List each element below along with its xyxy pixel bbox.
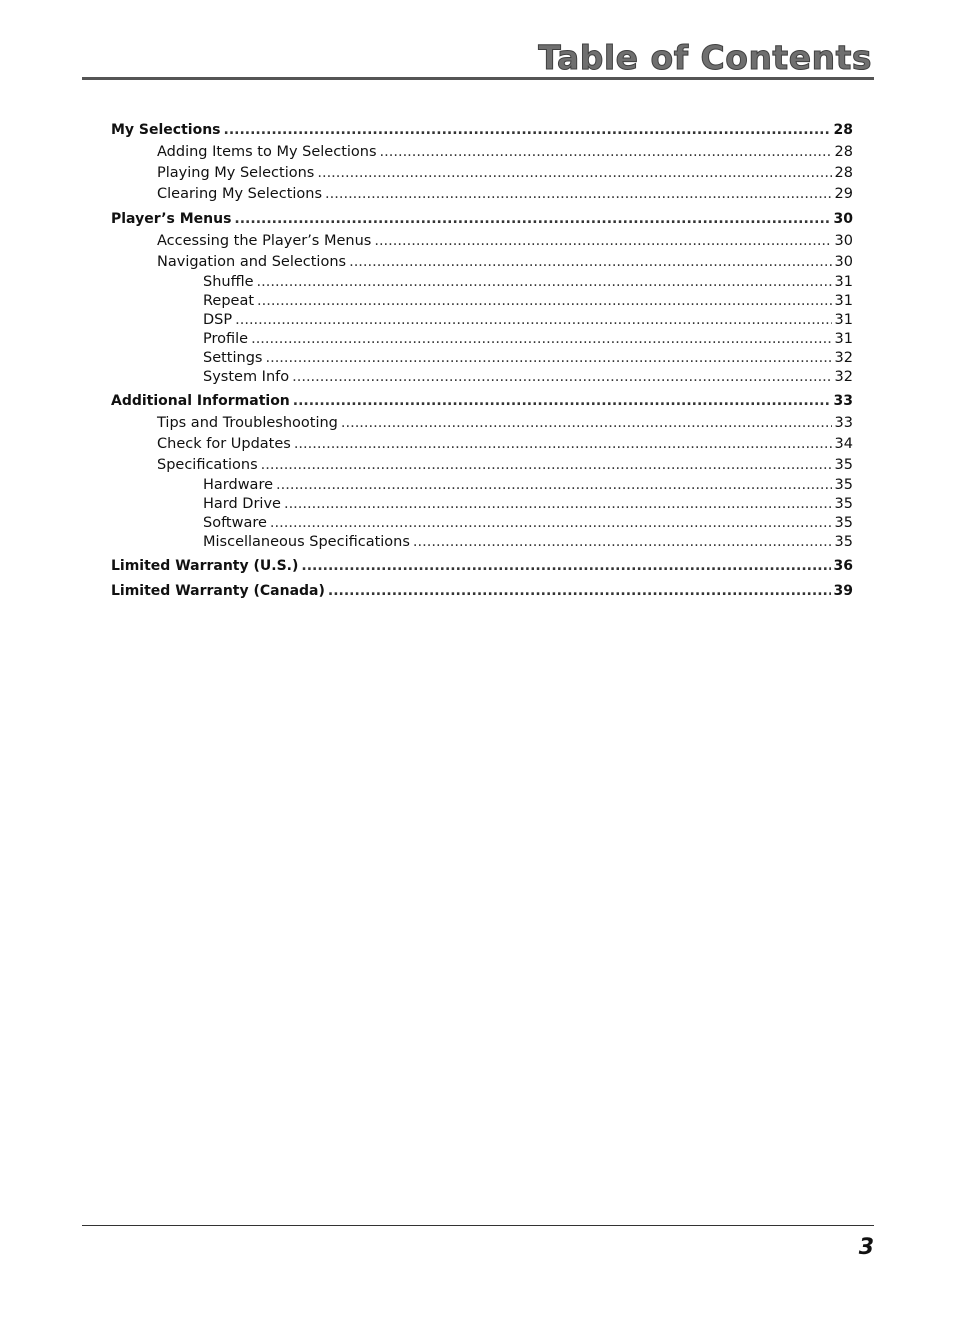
- toc-entry-check-for-updates[interactable]: [111, 434, 853, 455]
- page-title: Table of Contents: [538, 38, 872, 77]
- toc-entry-page: 31: [834, 331, 853, 347]
- toc-entry-label: Accessing the Player’s Menus: [157, 233, 372, 249]
- toc-entry-software[interactable]: [111, 514, 853, 533]
- toc-entry-page: 35: [834, 534, 853, 550]
- toc-entry-page: 30: [834, 233, 853, 249]
- toc-entry-label: Clearing My Selections: [157, 186, 323, 202]
- dot-leader: [257, 292, 832, 311]
- toc-entry-shuffle[interactable]: [111, 273, 853, 292]
- toc-entry-miscellaneous-specifications[interactable]: [111, 533, 853, 552]
- toc-entry-limited-warranty-us[interactable]: [111, 556, 853, 577]
- dot-leader: [413, 533, 832, 552]
- dot-leader: [276, 476, 832, 495]
- toc-entry-repeat[interactable]: [111, 292, 853, 311]
- toc-entry-page: 35: [834, 515, 853, 531]
- toc-entry-tips-and-troubleshooting[interactable]: [111, 413, 853, 434]
- toc-entry-settings[interactable]: [111, 349, 853, 368]
- dot-leader: [341, 413, 832, 434]
- toc-entry-label: DSP: [203, 312, 233, 328]
- toc-entry-page: 32: [834, 369, 853, 385]
- toc-entry-label: Player’s Menus: [111, 211, 232, 227]
- toc-entry-page: 31: [834, 274, 853, 290]
- toc-entry-page: 28: [833, 122, 853, 138]
- toc-entry-label: Limited Warranty (U.S.): [111, 558, 299, 574]
- toc-entry-dsp[interactable]: [111, 311, 853, 330]
- toc-entry-label: Shuffle: [203, 274, 254, 290]
- toc-entry-page: 31: [834, 312, 853, 328]
- toc-entry-accessing-players-menus[interactable]: [111, 231, 853, 252]
- toc-entry-page: 32: [834, 350, 853, 366]
- dot-leader: [293, 391, 831, 412]
- dot-leader: [224, 120, 831, 141]
- toc-entry-hard-drive[interactable]: [111, 495, 853, 514]
- toc-entry-label: Settings: [203, 350, 263, 366]
- toc-entry-limited-warranty-canada[interactable]: [111, 581, 853, 602]
- page-number: 3: [858, 1235, 874, 1260]
- toc-entry-page: 35: [834, 496, 853, 512]
- dot-leader: [294, 434, 832, 455]
- toc-entry-label: Specifications: [157, 457, 258, 473]
- toc-entry-system-info[interactable]: [111, 368, 853, 387]
- toc-entry-page: 35: [834, 477, 853, 493]
- toc-entry-label: Repeat: [203, 293, 255, 309]
- table-of-contents: [111, 119, 853, 603]
- toc-entry-label: Tips and Troubleshooting: [157, 415, 338, 431]
- toc-entry-page: 33: [833, 393, 853, 409]
- toc-entry-adding-items[interactable]: [111, 142, 853, 163]
- toc-entry-page: 35: [834, 457, 853, 473]
- toc-entry-page: 33: [834, 415, 853, 431]
- dot-leader: [292, 368, 831, 387]
- toc-entry-clearing-my-selections[interactable]: [111, 184, 853, 205]
- toc-entry-hardware[interactable]: [111, 476, 853, 495]
- dot-leader: [349, 252, 831, 273]
- toc-entry-page: 34: [834, 436, 853, 452]
- toc-entry-label: Hardware: [203, 477, 274, 493]
- toc-entry-label: Miscellaneous Specifications: [203, 534, 410, 550]
- dot-leader: [328, 581, 831, 602]
- toc-entry-page: 36: [833, 558, 853, 574]
- dot-leader: [235, 311, 831, 330]
- toc-entry-label: System Info: [203, 369, 290, 385]
- dot-leader: [325, 184, 832, 205]
- dot-leader: [261, 455, 832, 476]
- toc-entry-specifications[interactable]: [111, 455, 853, 476]
- toc-entry-players-menus[interactable]: [111, 209, 853, 230]
- toc-entry-label: Additional Information: [111, 393, 290, 409]
- toc-entry-label: Check for Updates: [157, 436, 291, 452]
- toc-entry-page: 30: [833, 211, 853, 227]
- dot-leader: [380, 142, 832, 163]
- dot-leader: [301, 556, 830, 577]
- toc-entry-page: 29: [834, 186, 853, 202]
- toc-entry-label: Navigation and Selections: [157, 254, 347, 270]
- toc-entry-label: Profile: [203, 331, 249, 347]
- toc-entry-playing-my-selections[interactable]: [111, 163, 853, 184]
- dot-leader: [317, 163, 831, 184]
- toc-entry-label: Software: [203, 515, 267, 531]
- toc-entry-page: 28: [834, 144, 853, 160]
- dot-leader: [374, 231, 831, 252]
- toc-entry-label: Adding Items to My Selections: [157, 144, 377, 160]
- toc-entry-page: 30: [834, 254, 853, 270]
- dot-leader: [257, 273, 832, 292]
- toc-entry-label: My Selections: [111, 122, 221, 138]
- title-divider: [82, 77, 874, 80]
- dot-leader: [284, 495, 832, 514]
- toc-entry-label: Limited Warranty (Canada): [111, 583, 325, 599]
- dot-leader: [270, 514, 832, 533]
- toc-entry-additional-information[interactable]: [111, 391, 853, 412]
- toc-entry-label: Playing My Selections: [157, 165, 315, 181]
- toc-entry-label: Hard Drive: [203, 496, 281, 512]
- toc-entry-page: 39: [833, 583, 853, 599]
- dot-leader: [234, 209, 830, 230]
- dot-leader: [265, 349, 831, 368]
- footer-divider: [82, 1225, 874, 1226]
- toc-entry-navigation-and-selections[interactable]: [111, 252, 853, 273]
- toc-entry-page: 28: [834, 165, 853, 181]
- toc-entry-profile[interactable]: [111, 330, 853, 349]
- dot-leader: [251, 330, 831, 349]
- toc-entry-my-selections[interactable]: [111, 120, 853, 141]
- toc-entry-page: 31: [834, 293, 853, 309]
